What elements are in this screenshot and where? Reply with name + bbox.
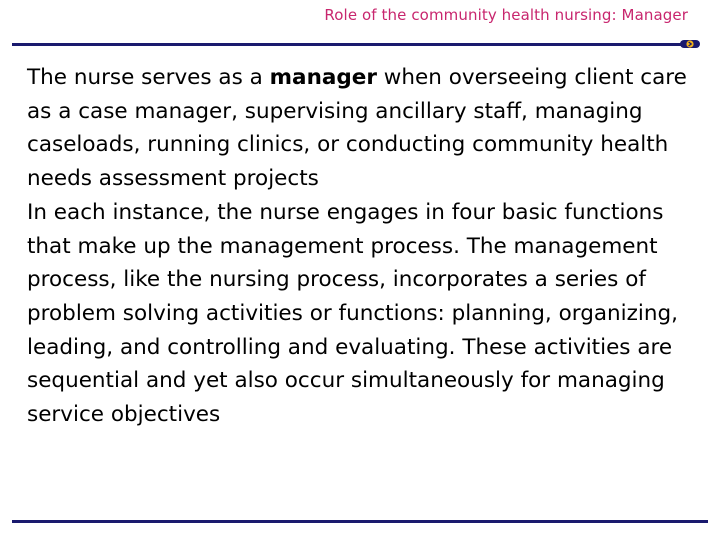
- bottom-divider: [12, 520, 708, 523]
- top-divider: [12, 43, 682, 46]
- body-text: [27, 61, 702, 432]
- manager-keyword: manager: [269, 65, 377, 90]
- paragraph-1-rest: when overseeing client care as a case manager, supervising ancillary staff, managing caseloads, running clinics, or conducting community health needs assessment projects: [27, 65, 687, 192]
- paragraph-1: [27, 61, 702, 196]
- paragraph-1-start: The nurse serves as a: [27, 65, 270, 90]
- bullet-ornament-icon: [680, 38, 700, 50]
- paragraph-2: In each instance, the nurse engages in four basic functions that make up the management process. The management process, like the nursing process, incorporates a series of problem solving activities or functions: planning, organizing, leading, and controlling and evaluating. These activities are sequential and yet also occur simultaneously for managing service objectives: [27, 199, 678, 428]
- slide-title: Role of the community health nursing: Manager: [324, 6, 688, 24]
